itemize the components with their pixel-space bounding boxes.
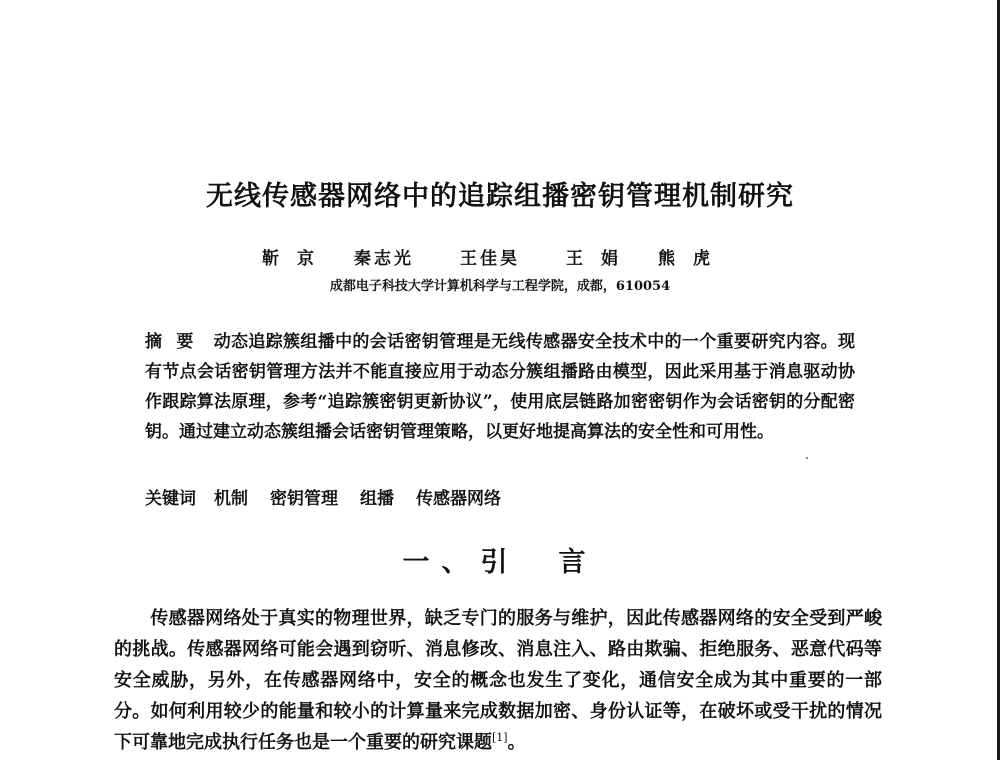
author-name: 熊虎 [658, 249, 728, 269]
keywords [145, 484, 523, 509]
abstract-label: 摘要 [145, 332, 208, 352]
author-affiliation: 成都电子科技大学计算机科学与工程学院，成都，610054 [329, 279, 671, 294]
scan-speck [806, 457, 808, 459]
keyword: 组播 [360, 489, 394, 509]
author-list [262, 244, 728, 269]
author-name: 王佳昊 [460, 249, 520, 269]
author-name: 秦志光 [354, 249, 414, 269]
author-name: 王娟 [566, 249, 636, 269]
keyword: 密钥管理 [270, 489, 338, 509]
author-name: 靳京 [262, 249, 332, 269]
body-paragraph [114, 603, 882, 758]
body-text-end: 。 [507, 732, 526, 753]
citation-marker[interactable]: [1] [492, 731, 508, 744]
paper-title: 无线传感器网络中的追踪组播密钥管理机制研究 [206, 181, 794, 212]
keyword: 传感器网络 [416, 489, 501, 509]
section-heading: 一、引 言 [402, 547, 598, 578]
keywords-label: 关键词 [145, 489, 196, 509]
keyword: 机制 [214, 489, 248, 509]
abstract-text: 动态追踪簇组播中的会话密钥管理是无线传感器安全技术中的一个重要研究内容。现有节点会话密钥管理方法并不能直接应用于动态分簇组播路由模型，因此采用基于消息驱动协作跟踪算法原理，参考“追踪簇密钥更新协议”，使用底层链路加密密钥作为会话密钥的分配密钥。通过建立动态簇组播会话密钥管理策略，以更好地提高算法的安全性和可用性。 [145, 332, 856, 442]
abstract [145, 327, 855, 447]
body-text: 传感器网络处于真实的物理世界，缺乏专门的服务与维护，因此传感器网络的安全受到严峻的挑战。传感器网络可能会遇到窃听、消息修改、消息注入、路由欺骗、拒绝服务、恶意代码等安全威胁，另外，在传感器网络中，安全的概念也发生了变化，通信安全成为其中重要的一部分。如何利用较少的能量和较小的计算量来完成数据加密、身份认证等，在破坏或受干扰的情况下可靠地完成执行任务也是一个重要的研究课题 [114, 608, 882, 753]
